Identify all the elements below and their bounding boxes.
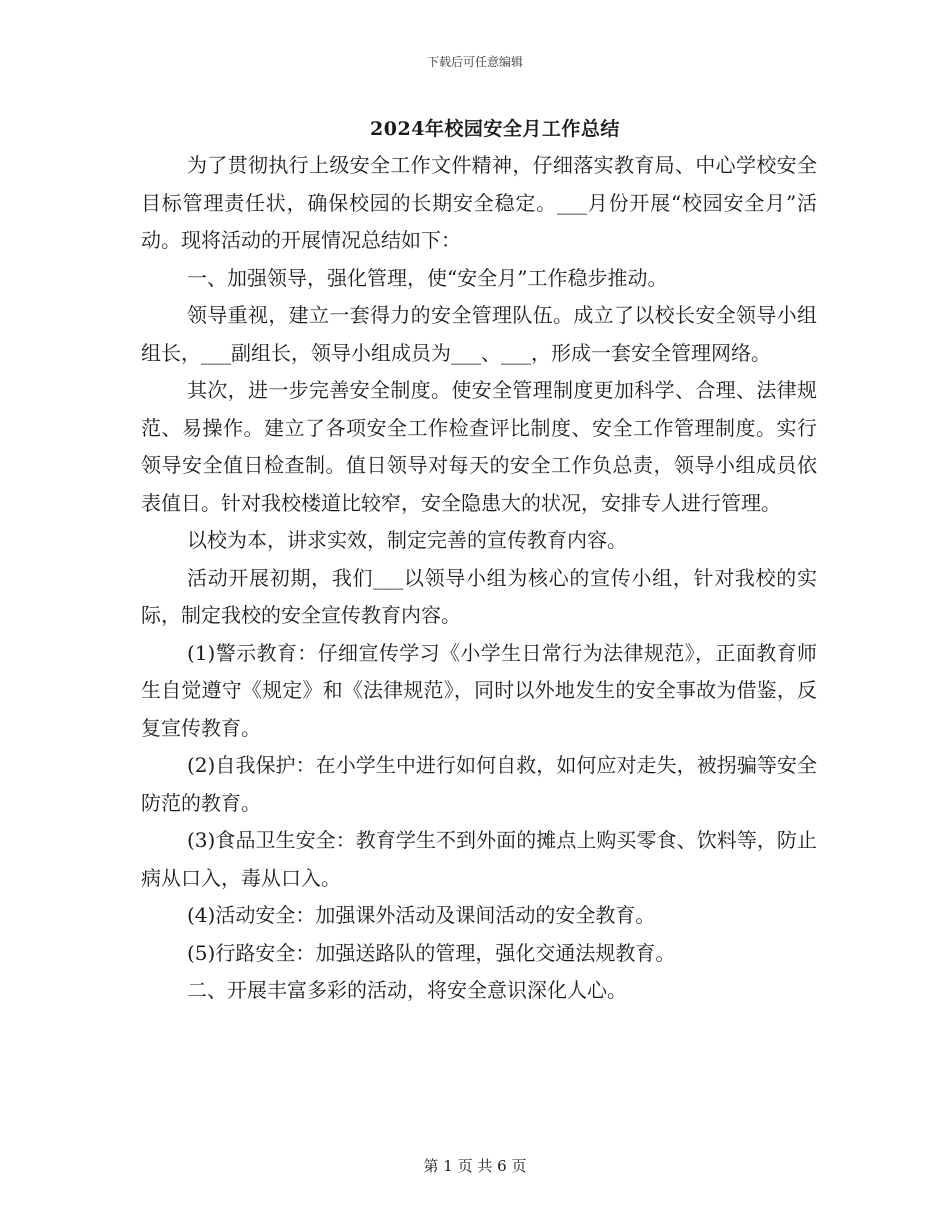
list-item-activity-safety: (4)活动安全：加强课外活动及课间活动的安全教育。 xyxy=(187,903,656,927)
paragraph-early-stage: 活动开展初期，我们___以领导小组为核心的宣传小组，针对我校的实际，制定我校的安全宣传教育内容。 xyxy=(141,565,817,627)
section-heading-1: 一、加强领导，强化管理，使“安全月”工作稳步推动。 xyxy=(187,265,668,290)
header-note: 下载后可任意编辑 xyxy=(426,55,523,69)
paragraph-system: 其次，进一步完善安全制度。使安全管理制度更加科学、合理、法律规范、易操作。建立了各项安全工作检查评比制度、安全工作管理制度。实行领导安全值日检查制。值日领导对每天的安全工作负总责，领导小组成员依表值日。针对我校楼道比较窄，安全隐患大的状况，安排专人进行管理。 xyxy=(141,378,817,515)
paragraph-school-based: 以校为本，讲求实效，制定完善的宣传教育内容。 xyxy=(187,528,627,552)
section-heading-2: 二、开展丰富多彩的活动，将安全意识深化人心。 xyxy=(187,978,627,1002)
list-item-self-protection: (2)自我保护：在小学生中进行如何自救，如何应对走失，被拐骗等安全防范的教育。 xyxy=(141,753,817,815)
list-item-warning-education: (1)警示教育：仔细宣传学习《小学生日常行为法律规范》，正面教育师生自觉遵守《规定》和《法律规范》，同时以外地发生的安全事故为借鉴，反复宣传教育。 xyxy=(141,640,817,740)
document-body xyxy=(141,147,817,1010)
list-item-road-safety: (5)行路安全：加强送路队的管理，强化交通法规教育。 xyxy=(187,940,676,965)
document-title: 2024年校园安全月工作总结 xyxy=(370,118,620,140)
paragraph-intro: 为了贯彻执行上级安全工作文件精神，仔细落实教育局、中心学校安全目标管理责任状，确保校园的长期安全稳定。___月份开展“校园安全月”活动。现将活动的开展情况总结如下： xyxy=(141,153,817,252)
list-item-food-safety: (3)食品卫生安全：教育学生不到外面的摊点上购买零食、饮料等，防止病从口入，毒从口入。 xyxy=(141,828,817,890)
paragraph-leadership: 领导重视，建立一套得力的安全管理队伍。成立了以校长安全领导小组组长，___副组长，领导小组成员为___、___，形成一套安全管理网络。 xyxy=(141,303,817,365)
page-footer: 第 1 页 共 6 页 xyxy=(423,1157,527,1175)
